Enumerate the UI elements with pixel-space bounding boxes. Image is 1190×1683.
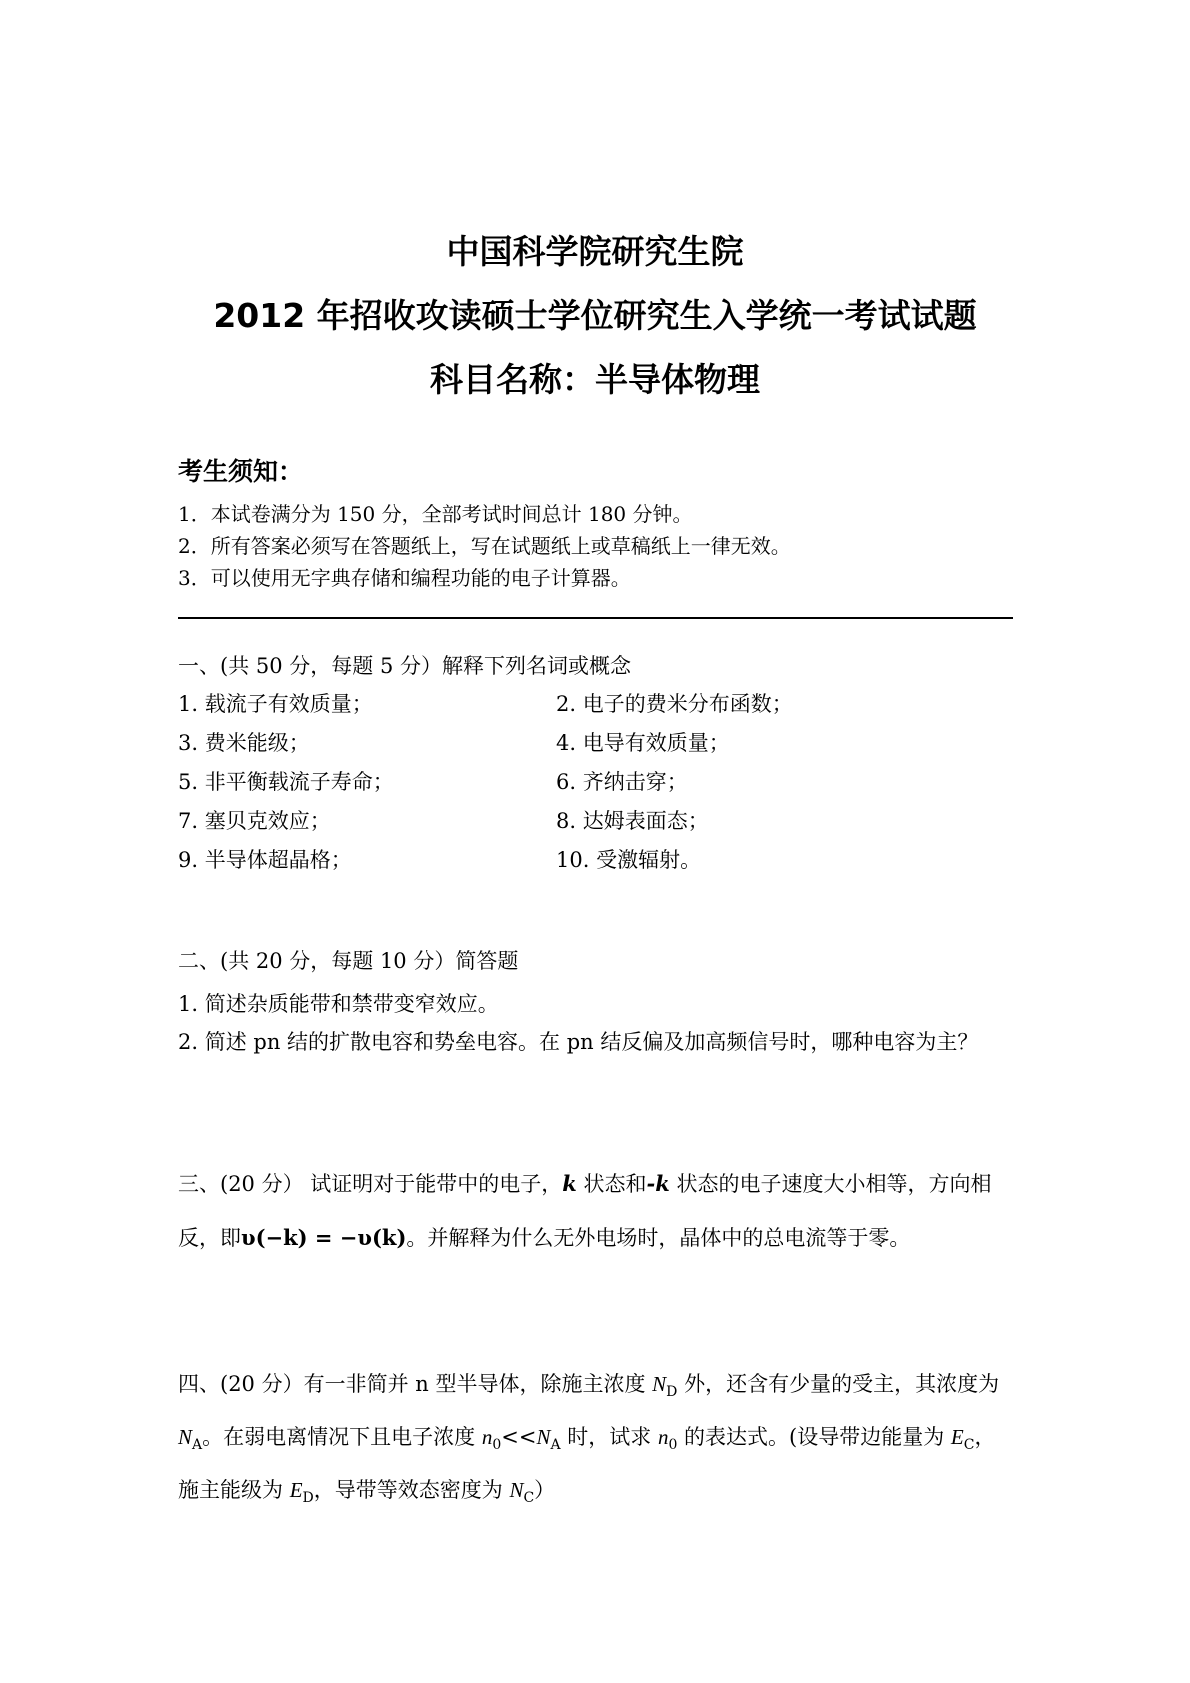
question-1: 1. 简述杂质能带和禁带变窄效应。	[178, 992, 499, 1016]
acceptor-concentration-symbol: N	[536, 1425, 551, 1450]
section3-question	[178, 1157, 1013, 1265]
section2-items	[178, 985, 1013, 1061]
section1-heading: 一、(共 50 分，每题 5 分）解释下列名词或概念	[178, 654, 631, 678]
section3-prefix: 三、(20 分） 试证明对于能带中的电子，	[178, 1172, 563, 1196]
section4-text: 的表达式。(设导带边能量为	[677, 1425, 951, 1450]
section3-mid: 状态和	[576, 1172, 647, 1196]
list-item: 10. 受激辐射。	[556, 848, 702, 872]
exam-header	[0, 220, 1190, 412]
notice-item: 3．可以使用无字典存储和编程功能的电子计算器。	[178, 566, 631, 590]
notice-list	[178, 498, 791, 594]
list-item: 3. 费米能级；	[178, 731, 310, 755]
neg-k-symbol: -k	[646, 1171, 670, 1196]
notice-item: 1．本试卷满分为 150 分，全部考试时间总计 180 分钟。	[178, 502, 693, 526]
electron-concentration-symbol: n	[657, 1425, 669, 1450]
effective-density-symbol: N	[509, 1478, 524, 1503]
section4-text: 四、(20 分）有一非简并 n 型半导体，除施主浓度	[178, 1372, 653, 1396]
section4-text: 时，试求	[560, 1425, 658, 1450]
subscript: C	[963, 1437, 975, 1454]
acceptor-concentration-symbol: N	[178, 1425, 193, 1450]
list-item: 9. 半导体超晶格；	[178, 848, 352, 872]
section3-mid2: 状态的电子速度大小相等，方向相反，即	[178, 1172, 992, 1250]
section3-suffix: 。并解释为什么无外电场时，晶体中的总电流等于零。	[406, 1226, 911, 1250]
subscript: A	[550, 1437, 561, 1454]
question-2: 2. 简述 pn 结的扩散电容和势垒电容。在 pn 结反偏及加高频信号时，哪种电容为主？	[178, 1030, 979, 1054]
list-item: 1. 载流子有效质量；	[178, 692, 373, 716]
subscript: A	[192, 1437, 203, 1454]
subscript: D	[302, 1490, 314, 1507]
list-item: 4. 电导有效质量；	[556, 731, 730, 755]
notice-item: 2．所有答案必须写在答题纸上，写在试题纸上或草稿纸上一律无效。	[178, 534, 791, 558]
list-item: 2. 电子的费米分布函数；	[556, 692, 793, 716]
section4-text: <<	[501, 1425, 537, 1450]
subscript: C	[523, 1490, 535, 1507]
k-symbol: k	[562, 1171, 577, 1196]
divider-line	[178, 617, 1013, 619]
section4-text: ，施主能级为	[178, 1425, 996, 1503]
exam-title: 2012 年招收攻读硕士学位研究生入学统一考试试题	[213, 296, 977, 335]
subscript: 0	[668, 1437, 678, 1454]
subscript: 0	[492, 1437, 502, 1454]
section4-question	[178, 1362, 1013, 1522]
conduction-band-energy-symbol: E	[950, 1425, 964, 1450]
section4-text: 。在弱电离情况下且电子浓度	[202, 1425, 482, 1450]
subscript: D	[666, 1384, 678, 1401]
section4-text: ，导带等效态密度为	[313, 1478, 510, 1503]
velocity-equation: υ(−k) = −υ(k)	[241, 1225, 407, 1250]
subject-title: 科目名称：半导体物理	[430, 360, 760, 399]
list-item: 5. 非平衡载流子寿命；	[178, 770, 394, 794]
notice-heading: 考生须知：	[178, 457, 304, 486]
institution-title: 中国科学院研究生院	[446, 232, 744, 271]
list-item: 6. 齐纳击穿；	[556, 770, 688, 794]
section1-items	[178, 685, 1013, 880]
section4-text: ）	[534, 1478, 556, 1503]
donor-level-symbol: E	[289, 1478, 303, 1503]
donor-concentration-symbol: N	[652, 1372, 667, 1396]
section4-text: 外，还含有少量的受主，其浓度为	[677, 1372, 1000, 1396]
list-item: 8. 达姆表面态；	[556, 809, 709, 833]
list-item: 7. 塞贝克效应；	[178, 809, 331, 833]
section2-heading: 二、(共 20 分，每题 10 分）简答题	[178, 949, 519, 973]
electron-concentration-symbol: n	[481, 1425, 493, 1450]
